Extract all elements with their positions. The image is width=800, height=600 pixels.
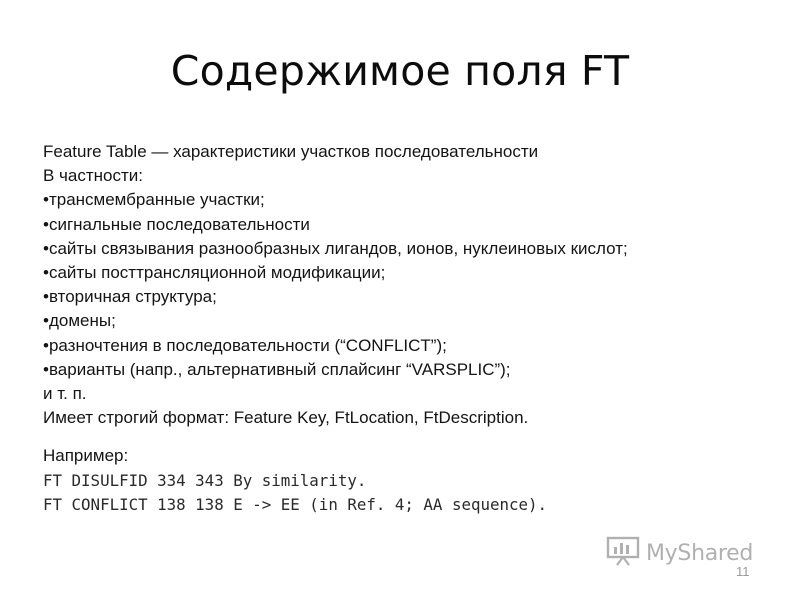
bullet-signal-sequences: •сигнальные последовательности: [43, 214, 310, 234]
body-line-format: Имеет строгий формат: Feature Key, FtLocation, FtDescription.: [43, 408, 529, 428]
body-line-feature-table: Feature Table — характеристики участков последовательности: [43, 142, 539, 161]
body-line-in-particular: В частности:: [43, 166, 144, 186]
bullet-ptm-sites: •сайты посттрансляционной модификации;: [43, 263, 386, 283]
bullet-binding-sites: •сайты связывания разнообразных лигандов, ионов, нуклеиновых кислот;: [43, 238, 628, 258]
slide-body: [43, 140, 763, 517]
body-line-etc: и т. п.: [43, 384, 87, 404]
watermark-text: MyShared: [646, 541, 754, 566]
bullet-secondary-structure: •вторичная структура;: [43, 287, 217, 307]
page-number: 11: [736, 564, 750, 579]
code-line-conflict: FT CONFLICT 138 138 E -> EE (in Ref. 4; AA sequence).: [43, 494, 548, 514]
bullet-domains: •домены;: [43, 311, 116, 331]
spacer: [43, 430, 763, 444]
code-line-disulfid: FT DISULFID 334 343 By similarity.: [43, 470, 367, 490]
bullet-varsplic: •варианты (напр., альтернативный сплайсинг “VARSPLIC”);: [43, 359, 511, 379]
watermark-logo: [606, 536, 753, 571]
bullet-conflict: •разночтения в последовательности (“CONFLICT”);: [43, 335, 447, 355]
example-label: Например:: [43, 446, 129, 466]
slide-title: Содержимое поля FT: [170, 47, 630, 95]
bullet-transmembrane: •трансмембранные участки;: [43, 190, 265, 210]
presentation-board-icon: [606, 536, 640, 571]
